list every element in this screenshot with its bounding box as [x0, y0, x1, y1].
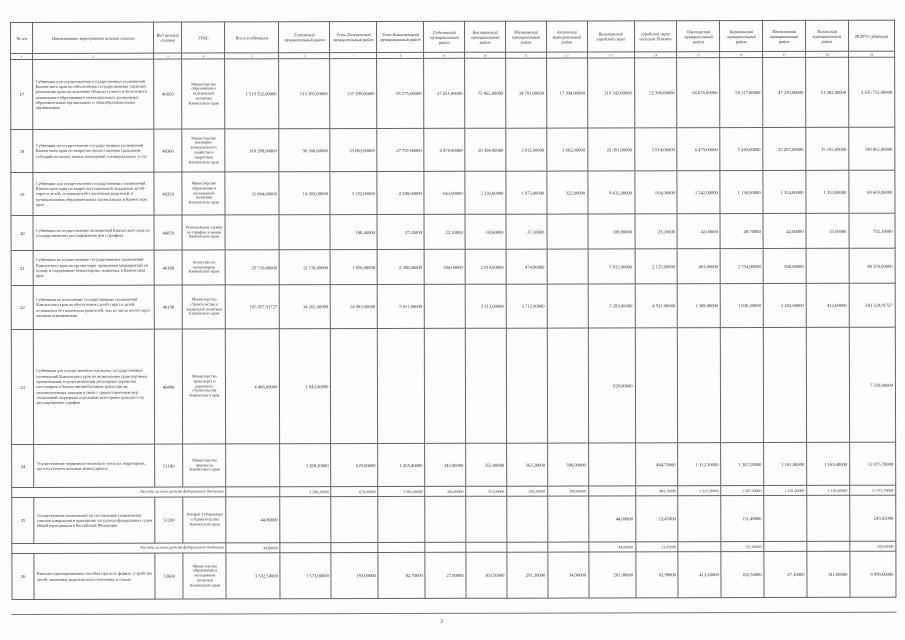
row-grbs: Министерство строительства и жилищной политики Камчатского края	[183, 285, 226, 329]
value-cell: 82,70000	[378, 552, 425, 598]
value-cell: 363,20000	[507, 443, 548, 486]
value-cell: 69 603,00000	[849, 170, 895, 213]
column-header: Быстринский муниципальный район	[465, 21, 506, 52]
value-cell: 343,00000	[425, 486, 466, 496]
row-number: 17	[11, 59, 34, 129]
row-code: 51200	[155, 497, 184, 543]
value-cell: 4 478,00000	[424, 128, 465, 171]
value-cell: 33,50000	[806, 213, 849, 248]
table-row	[12, 495, 896, 543]
value-cell: 14 903,00000	[331, 285, 378, 329]
value-cell: 29 710,00000	[225, 250, 279, 285]
value-cell: 2 203,00000	[763, 283, 806, 327]
value-cell: 131,40000	[721, 542, 764, 552]
value-cell: 580 862,00000	[849, 127, 895, 170]
value-cell: 1 312,30000	[678, 486, 721, 496]
value-cell: 1 519 332,00000	[225, 59, 279, 129]
row-code: 51180	[154, 444, 183, 487]
value-cell	[721, 328, 764, 443]
value-cell: 2 390,00000	[378, 249, 425, 284]
table-row	[11, 170, 895, 215]
value-cell	[764, 495, 807, 541]
value-cell: 3 288,20000	[280, 487, 331, 497]
value-cell: 2 125,00000	[635, 249, 678, 284]
value-cell: 291,30000	[507, 552, 548, 598]
column-header: Наименование мероприятия целевой статьи	[33, 22, 154, 53]
value-cell: 914,00000	[635, 171, 678, 214]
column-header: Усть-Камчатский муниципальный район	[330, 22, 377, 53]
row-grbs: Аппарат Губернатора и Правительства Камчатского края	[183, 497, 226, 543]
value-cell	[678, 328, 721, 443]
value-cell: 1 265,40000	[378, 443, 425, 486]
table-row	[12, 551, 896, 599]
value-cell: 201,90000	[589, 552, 636, 598]
value-cell: 22,10000	[424, 214, 465, 249]
value-cell: 17 304,00000	[546, 58, 587, 128]
value-cell: 44,00000	[588, 496, 635, 542]
value-cell: 2 635 752,00000	[849, 57, 895, 127]
column-header: Олюторский муниципальный район	[677, 21, 720, 52]
column-number: 18	[806, 51, 849, 57]
table-row	[11, 127, 895, 172]
value-cell: 1 573,00000	[280, 553, 331, 599]
value-cell: 1 163,40000	[807, 442, 850, 485]
row-name: Выплата единовременного пособия при всех формах устройства детей, лишенных родительского попечения, в семью	[34, 553, 155, 599]
column-number: 15	[677, 52, 720, 58]
value-cell: 49,70000	[720, 214, 763, 249]
value-cell: 394,00000	[424, 249, 465, 284]
value-cell: 413,20000	[678, 552, 721, 598]
column-header: ГРБС	[182, 22, 225, 53]
value-cell: 560,00000	[763, 248, 806, 283]
column-number: 17	[763, 51, 806, 57]
value-cell	[507, 542, 548, 552]
row-number: 24	[12, 444, 35, 487]
value-cell: 2 208,00000	[377, 171, 424, 214]
value-cell: 23 391,00000	[587, 128, 634, 171]
column-number: 11	[506, 52, 547, 58]
value-cell	[807, 541, 850, 551]
table-row	[11, 57, 895, 129]
row-grbs: Министерство образования и молодежной политики Камчатского края	[183, 553, 226, 599]
value-cell: 5 812,00000	[588, 249, 635, 284]
value-cell	[807, 495, 850, 541]
value-cell: 7 359,00000	[849, 327, 895, 442]
value-cell	[331, 497, 378, 543]
value-cell	[465, 328, 506, 443]
value-cell	[678, 496, 721, 542]
value-cell: 62,90000	[636, 552, 679, 598]
value-cell	[548, 542, 589, 552]
column-number: 3	[153, 53, 182, 59]
value-cell: 42,00000	[763, 213, 806, 248]
value-cell	[331, 329, 378, 444]
column-header: Усть-Большерецкий муниципальный район	[377, 21, 424, 52]
value-cell: 37,10000	[506, 214, 547, 249]
value-cell: 643,00000	[424, 171, 465, 214]
value-cell: 27 021,00000	[424, 58, 465, 128]
value-cell: 34 781,00000	[506, 58, 547, 128]
row-number: 20	[11, 215, 34, 250]
value-cell: 5 349,00000	[720, 128, 763, 171]
value-cell: 12 075,70000	[850, 442, 896, 485]
value-cell	[226, 487, 280, 497]
row-number: 19	[11, 172, 34, 215]
value-cell	[547, 284, 588, 328]
row-name: Осуществление полномочий по составлению (изменению) списков кандидатов в присяжные заседатели федеральных судов общей юрисдикции в Российской Федерации	[34, 497, 155, 543]
value-cell: 6 479,00000	[677, 128, 720, 171]
value-cell: 306,00000	[547, 443, 588, 486]
column-header: № п/п	[11, 22, 34, 53]
row-number: 21	[11, 250, 34, 285]
value-cell: 343,00000	[425, 443, 466, 486]
table-row	[11, 213, 895, 250]
value-cell: 1 036,00000	[721, 284, 764, 328]
row-code: 40070	[154, 215, 183, 250]
column-number: 9	[424, 52, 465, 58]
value-cell: 928,00000	[588, 328, 635, 443]
value-cell: 34,90000	[548, 552, 589, 598]
row-name: Субвенции для осуществления государственных полномочий Камчатского края по обеспечению государственных гарантий реализации прав на получение общедоступного и бесплатного дошкольного образования в муниципальных дошкольных образовательных организациях и общеобразовательных организациях	[33, 59, 154, 129]
table-row	[11, 283, 895, 329]
row-name: Субвенции на осуществление государственных полномочий Камчатского края по организации проведения мероприятий по отлову и содержанию безнадзорных животных в Камчатском крае	[34, 250, 155, 285]
value-cell: 352,00000	[466, 443, 507, 486]
value-cell: 69,60000	[465, 214, 506, 249]
row-code: 40050	[153, 59, 182, 129]
row-name: Осуществление первичного воинского учета на территориях, где отсутствуют военные комиссариаты	[34, 444, 155, 487]
value-cell: 37,20000	[377, 214, 424, 249]
value-cell: 1 307,50000	[721, 486, 764, 496]
value-cell: 3 532,50000	[226, 553, 280, 599]
column-number: 5	[225, 53, 279, 59]
value-cell: 12 075,70000	[850, 485, 896, 495]
value-cell	[378, 328, 425, 443]
column-number: 2	[33, 53, 153, 59]
value-cell: 363,20000	[507, 486, 548, 496]
value-cell	[588, 443, 635, 486]
value-cell: 1 662,00000	[547, 128, 588, 171]
value-cell: 352,00000	[466, 486, 507, 496]
page-number: 3	[440, 619, 443, 625]
row-code: 40350	[154, 172, 183, 215]
row-grbs: Агентство по ветеринарии Камчатского края	[183, 250, 226, 285]
value-cell: 3 288,20000	[280, 444, 331, 487]
row-number: 25	[12, 497, 35, 543]
value-cell	[547, 214, 588, 249]
value-cell: 23,20000	[635, 214, 678, 249]
value-cell: 303,50000	[466, 552, 507, 598]
value-cell: 50 117,00000	[720, 58, 763, 128]
value-cell	[764, 541, 807, 551]
row-code: 40360	[154, 129, 183, 172]
value-cell: 6 999,60000	[850, 551, 896, 597]
value-cell: 131,40000	[721, 496, 764, 542]
row-grbs: Министерство образования и молодежной политики Камчатского края	[182, 59, 225, 129]
value-cell	[378, 496, 425, 542]
table-row	[11, 327, 895, 444]
value-cell: 243,65000	[850, 495, 896, 541]
value-cell	[588, 486, 635, 496]
column-number: 4	[182, 53, 225, 59]
row-grbs: Региональная служба по тарифам и ценам Камчатского края	[182, 215, 225, 250]
value-cell: 42,00000	[677, 214, 720, 249]
column-header: Всего (субвенции)	[225, 22, 279, 53]
value-cell: 2 019,00000	[465, 249, 506, 284]
column-number: 14	[634, 52, 677, 58]
value-cell	[547, 328, 588, 443]
column-number: 1	[11, 53, 33, 59]
value-cell	[466, 542, 507, 552]
value-cell: 108,00000	[588, 214, 635, 249]
value-cell: 188,40000	[330, 215, 377, 250]
value-cell: 20 304,00000	[465, 128, 506, 171]
value-cell: 5 814,00000	[634, 128, 677, 171]
value-cell	[225, 215, 279, 250]
value-cell: 27,00000	[425, 552, 466, 598]
value-cell: 34 202,00000	[280, 285, 331, 329]
table-body	[11, 57, 896, 599]
value-cell	[331, 543, 378, 553]
value-cell: 3 230,00000	[465, 171, 506, 214]
value-cell: 1 943,00000	[280, 329, 331, 444]
column-number: 8	[377, 52, 424, 58]
row-grbs: Министерство жилищно-коммунального хозяйства и энергетики Камчатского края	[182, 129, 225, 172]
row-code: 40180	[154, 250, 183, 285]
value-cell: 474,00000	[506, 249, 547, 284]
value-cell: 27 455,00000	[763, 127, 806, 170]
value-cell: 4 921,00000	[635, 284, 678, 328]
value-cell: 31 804,00000	[225, 172, 279, 215]
value-cell: 23,45000	[635, 542, 678, 552]
value-cell: 1 754,00000	[720, 249, 763, 284]
value-cell	[378, 542, 425, 552]
row-grbs: Министерство транспорта и дорожного строительства Камчатского края	[183, 329, 226, 444]
table-row	[11, 248, 895, 285]
subtotal-label: Расходы за счет средств федерального бюджета	[12, 487, 226, 498]
value-cell: 9 432,00000	[588, 171, 635, 214]
value-cell	[806, 248, 849, 283]
value-cell: 40 350,00000	[849, 248, 895, 283]
row-grbs: Министерство финансов Камчатского края	[183, 444, 226, 487]
value-cell	[425, 496, 466, 542]
value-cell: 44,80000	[226, 543, 280, 553]
row-number: 23	[11, 329, 34, 444]
value-cell: 44,00000	[589, 542, 636, 552]
value-cell: 1 333,00000	[806, 170, 849, 213]
subvention-table	[10, 20, 897, 600]
column-number: 16	[720, 52, 763, 58]
value-cell: 183,00000	[331, 553, 378, 599]
row-name: Субвенции для осуществления отдельных государственных полномочий Камчатского края по возмещению транспортным организациям, осуществляющим регулярные перевозки пассажиров и багажа автомобильным транспортом, недополученных доходов в связи с предоставлением мер социальной поддержки отдельным категориям граждан и по регулированию тарифов	[34, 329, 155, 444]
value-cell: 210 342,00000	[587, 58, 634, 128]
value-cell	[279, 215, 330, 250]
value-cell: 513 385,00000	[279, 59, 330, 129]
value-cell: 96 366,00000	[279, 129, 330, 172]
row-code: 40490	[154, 329, 183, 444]
value-cell: 481,00000	[678, 249, 721, 284]
value-cell: 1 850,00000	[331, 250, 378, 285]
value-cell: 1 161,00000	[764, 485, 807, 495]
value-cell	[548, 496, 589, 542]
value-cell: 4 486,00000	[226, 329, 280, 444]
value-cell	[547, 249, 588, 284]
value-cell	[226, 444, 280, 487]
value-cell: 243,65000	[850, 541, 896, 551]
value-cell	[280, 497, 331, 543]
column-number: 19	[849, 51, 895, 57]
value-cell: 629,00000	[331, 487, 378, 497]
row-number: 22	[11, 285, 34, 329]
column-number: 6	[279, 53, 330, 59]
value-cell: 5 283,00000	[588, 284, 635, 328]
row-name: Субвенции на осуществление полномочий Камчатского края по государственному регулированию цен (тарифов)	[33, 215, 154, 250]
value-cell	[506, 328, 547, 443]
value-cell: 15 192,00000	[806, 127, 849, 170]
value-cell: 1 163,40000	[807, 485, 850, 495]
column-header: Елизовский муниципальный район	[279, 22, 330, 53]
value-cell	[806, 327, 849, 442]
value-cell: 12 718,00000	[280, 250, 331, 285]
value-cell	[425, 328, 466, 443]
table-row	[12, 442, 896, 487]
row-name: Субвенции для осуществления государственных полномочий Камчатского края по вопросам социальной поддержки детей-сирот и детей, оставшихся без попечения родителей, в муниципальных образовательных организациях в Камчатском крае	[33, 172, 154, 215]
value-cell: 1 130,00000	[720, 171, 763, 214]
column-header: Соболевский муниципальный район	[424, 21, 465, 52]
column-header: городской округ «поселок Палана»	[634, 21, 677, 52]
column-number: 7	[330, 53, 377, 59]
value-cell	[466, 496, 507, 542]
value-cell: 3 812,00000	[506, 128, 547, 171]
column-header: ВСЕГО субвенций	[848, 20, 894, 51]
value-cell: 44,80000	[226, 497, 280, 543]
value-cell: 306,00000	[548, 486, 589, 496]
row-number: 18	[11, 129, 34, 172]
value-cell: 72 862,00000	[465, 58, 506, 128]
value-cell: 1 265,40000	[378, 486, 425, 496]
value-cell: 27,10000	[764, 551, 807, 597]
column-header: Тигильский муниципальный район	[806, 20, 849, 51]
value-cell: 27 707,00000	[377, 128, 424, 171]
value-cell: 318 288,00000	[225, 129, 279, 172]
row-name: Субвенции на исполнение государственных полномочий Камчатского края по обеспечению детей-сирот и детей, оставшихся без попечения родителей, лиц из числа детей-сирот жилыми помещениями	[34, 285, 155, 329]
page-bottom-rule	[12, 612, 897, 615]
value-cell: 66 676,00000	[677, 58, 720, 128]
value-cell: 3 712,00000	[506, 284, 547, 328]
value-cell	[425, 542, 466, 552]
value-cell: 5 113,00000	[465, 284, 506, 328]
value-cell: 322,00000	[547, 171, 588, 214]
column-header: Вид целевой статьи	[153, 22, 182, 53]
value-cell: 1 309,00000	[678, 284, 721, 328]
column-header: Вилючинский городской округ	[587, 21, 634, 52]
value-cell	[635, 328, 678, 443]
value-cell: 23,45000	[635, 496, 678, 542]
value-cell: 1 073,00000	[506, 171, 547, 214]
subtotal-label: Расходы за счет средств федерального бюджета	[12, 543, 226, 554]
budget-sheet	[10, 20, 897, 618]
column-header: Мильковский муниципальный район	[506, 21, 547, 52]
value-cell: 51 382,00000	[806, 57, 849, 127]
value-cell	[280, 543, 331, 553]
row-code: 40190	[154, 285, 183, 329]
value-cell: 1 354,00000	[763, 170, 806, 213]
column-header: Пенжинский муниципальный район	[763, 20, 806, 51]
value-cell: 1 542,00000	[677, 171, 720, 214]
value-cell	[678, 542, 721, 552]
value-cell	[425, 284, 466, 328]
value-cell: 141,00000	[807, 551, 850, 597]
value-cell: 412,00000	[806, 283, 849, 327]
value-cell: 95 575,00000	[377, 58, 424, 128]
row-number: 26	[12, 553, 35, 599]
value-cell: 3 252,00000	[330, 172, 377, 215]
value-cell: 1 312,30000	[678, 443, 721, 486]
value-cell: 1 307,50000	[721, 443, 764, 486]
value-cell: 702,10000	[849, 213, 895, 248]
value-cell: 5 011,00000	[378, 284, 425, 328]
column-number: 10	[465, 52, 506, 58]
row-code: 52600	[155, 553, 184, 599]
table-header-row	[11, 20, 895, 53]
value-cell: 165 957,91727	[226, 285, 280, 329]
value-cell: 14 369,00000	[279, 172, 330, 215]
column-number: 13	[587, 52, 634, 58]
row-name: Субвенции на осуществление государственных полномочий Камчатского края по вопросам предоставления гражданам субсидий на оплату жилых помещений и коммунальных услуг	[33, 129, 154, 172]
column-number: 12	[546, 52, 587, 58]
value-cell: 23 863,00000	[330, 129, 377, 172]
value-cell: 1 161,00000	[764, 442, 807, 485]
value-cell: 52 300,00000	[634, 58, 677, 128]
value-cell: 629,00000	[331, 444, 378, 487]
value-cell: 484,70000	[635, 486, 678, 496]
column-header: Карагинский муниципальный район	[720, 21, 763, 52]
row-grbs: Министерство образования и молодежной политики Камчатского края	[182, 172, 225, 215]
value-cell: 102,50000	[721, 552, 764, 598]
value-cell	[507, 496, 548, 542]
value-cell: 484,70000	[635, 443, 678, 486]
value-cell	[764, 327, 807, 442]
value-cell: 47 239,00000	[763, 57, 806, 127]
value-cell: 137 189,00000	[330, 59, 377, 129]
value-cell: 243 329,91727	[849, 283, 895, 327]
column-header: Алеутский муниципальный район	[546, 21, 587, 52]
